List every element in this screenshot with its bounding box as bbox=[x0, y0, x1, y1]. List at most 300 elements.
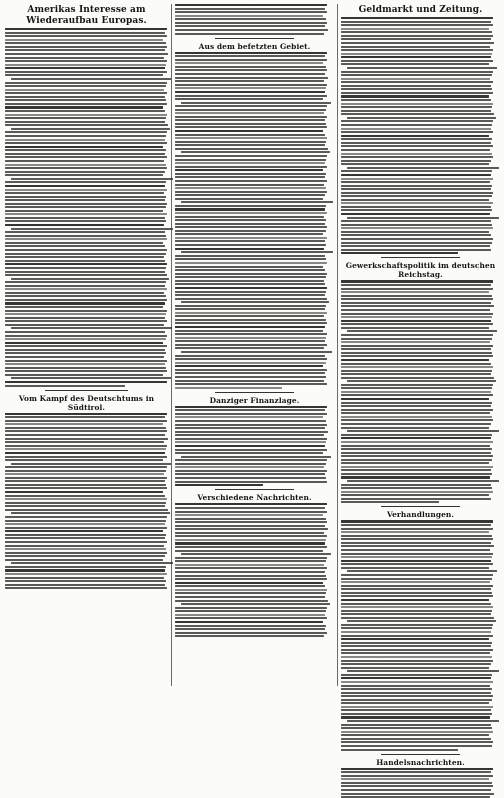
text-line bbox=[175, 84, 327, 86]
text-line bbox=[175, 578, 327, 580]
text-line bbox=[341, 727, 492, 729]
text-line bbox=[341, 749, 458, 751]
text-line bbox=[341, 42, 494, 44]
text-line bbox=[341, 782, 492, 784]
text-line bbox=[5, 117, 166, 119]
text-line bbox=[341, 359, 489, 361]
text-line bbox=[341, 280, 493, 282]
text-line bbox=[341, 738, 491, 740]
column-1 bbox=[5, 4, 172, 686]
text-line bbox=[175, 319, 326, 321]
text-line bbox=[347, 620, 496, 622]
text-line bbox=[341, 213, 490, 215]
text-line bbox=[5, 39, 163, 41]
text-line bbox=[175, 212, 327, 214]
text-line bbox=[341, 156, 493, 158]
text-line bbox=[5, 92, 167, 94]
text-line bbox=[341, 131, 493, 133]
text-line bbox=[175, 614, 325, 616]
text-line bbox=[341, 688, 492, 690]
text-line bbox=[5, 559, 163, 561]
text-line bbox=[341, 231, 489, 233]
text-line bbox=[181, 301, 329, 303]
text-line bbox=[175, 4, 327, 6]
text-line bbox=[341, 120, 493, 122]
text-line bbox=[5, 74, 163, 76]
text-line bbox=[5, 49, 165, 51]
text-line bbox=[175, 305, 326, 307]
text-line bbox=[341, 234, 491, 236]
text-line bbox=[341, 578, 492, 580]
text-line bbox=[175, 525, 325, 527]
text-line bbox=[5, 192, 164, 194]
text-line bbox=[5, 96, 165, 98]
text-line bbox=[175, 298, 327, 300]
text-line bbox=[341, 170, 492, 172]
text-line bbox=[5, 459, 163, 461]
text-line bbox=[5, 82, 167, 84]
text-line bbox=[347, 430, 499, 432]
section-divider bbox=[215, 38, 294, 39]
text-line bbox=[5, 473, 164, 475]
text-line bbox=[341, 224, 492, 226]
section-divider bbox=[215, 392, 294, 393]
article-body bbox=[175, 406, 334, 487]
text-line bbox=[341, 348, 491, 350]
text-line bbox=[175, 226, 327, 228]
text-line bbox=[5, 320, 167, 322]
text-line bbox=[5, 224, 164, 226]
text-line bbox=[5, 552, 167, 554]
text-line bbox=[341, 494, 489, 496]
text-line bbox=[341, 412, 490, 414]
text-line bbox=[341, 702, 489, 704]
text-line bbox=[341, 17, 493, 19]
text-line bbox=[175, 95, 327, 97]
text-line bbox=[5, 555, 165, 557]
text-line bbox=[5, 335, 167, 337]
text-line bbox=[5, 210, 163, 212]
article-headline: Gewerkschaftspolitik im deutschen Reichstag. bbox=[345, 261, 496, 280]
text-line bbox=[341, 78, 490, 80]
text-line bbox=[175, 119, 325, 121]
text-line bbox=[175, 126, 327, 128]
text-line bbox=[175, 470, 327, 472]
text-line bbox=[341, 793, 494, 795]
text-line bbox=[341, 46, 490, 48]
text-line bbox=[341, 775, 493, 777]
text-line bbox=[341, 660, 493, 662]
text-line bbox=[341, 487, 492, 489]
text-line bbox=[341, 149, 490, 151]
text-line bbox=[175, 22, 327, 24]
article-body bbox=[341, 280, 500, 503]
text-line bbox=[5, 470, 166, 472]
text-line bbox=[5, 28, 167, 30]
text-line bbox=[341, 656, 492, 658]
text-line bbox=[341, 452, 491, 454]
text-line bbox=[11, 463, 171, 465]
text-line bbox=[175, 191, 327, 193]
text-line bbox=[5, 541, 167, 543]
text-line bbox=[341, 613, 491, 615]
text-line bbox=[175, 287, 327, 289]
text-line bbox=[175, 600, 328, 602]
text-line bbox=[175, 380, 324, 382]
text-line bbox=[341, 60, 493, 62]
text-line bbox=[5, 260, 165, 262]
text-line bbox=[5, 253, 166, 255]
text-line bbox=[5, 310, 167, 312]
text-line bbox=[175, 518, 326, 520]
text-line bbox=[175, 180, 327, 182]
text-line bbox=[175, 237, 327, 239]
section-divider bbox=[45, 390, 128, 391]
text-line bbox=[5, 106, 163, 108]
text-line bbox=[175, 571, 325, 573]
text-line bbox=[5, 42, 166, 44]
text-line bbox=[5, 245, 165, 247]
text-line bbox=[5, 171, 165, 173]
text-line bbox=[5, 217, 165, 219]
text-line bbox=[181, 553, 331, 555]
text-line bbox=[341, 320, 491, 322]
text-line bbox=[341, 617, 494, 619]
text-line bbox=[175, 116, 327, 118]
text-line bbox=[347, 330, 497, 332]
text-line bbox=[5, 103, 167, 105]
text-line bbox=[175, 205, 326, 207]
text-line bbox=[175, 365, 323, 367]
article-headline: Vom Kampf des Deutschtums in Südtirol. bbox=[18, 393, 155, 412]
text-line bbox=[341, 373, 491, 375]
text-line bbox=[175, 248, 324, 250]
section-divider bbox=[381, 754, 460, 755]
text-line bbox=[341, 677, 491, 679]
text-line bbox=[5, 427, 166, 429]
text-line bbox=[5, 338, 166, 340]
text-line bbox=[175, 358, 327, 360]
text-line bbox=[5, 295, 166, 297]
text-line bbox=[341, 313, 493, 315]
column-3 bbox=[341, 4, 503, 767]
article-body bbox=[5, 28, 168, 387]
text-line bbox=[175, 109, 326, 111]
text-line bbox=[341, 291, 489, 293]
text-line bbox=[341, 209, 492, 211]
text-line bbox=[341, 459, 492, 461]
text-line bbox=[341, 631, 491, 633]
text-line bbox=[175, 459, 327, 461]
text-line bbox=[341, 473, 492, 475]
text-line bbox=[5, 545, 164, 547]
text-line bbox=[11, 128, 170, 130]
text-line bbox=[5, 263, 167, 265]
text-line bbox=[5, 181, 166, 183]
text-line bbox=[5, 505, 165, 507]
text-line bbox=[175, 187, 326, 189]
text-line bbox=[5, 46, 167, 48]
text-line bbox=[175, 330, 323, 332]
text-line bbox=[175, 18, 326, 20]
text-line bbox=[5, 71, 167, 73]
text-line bbox=[5, 174, 163, 176]
text-line bbox=[341, 549, 490, 551]
text-line bbox=[341, 309, 490, 311]
text-line bbox=[175, 409, 325, 411]
text-line bbox=[341, 377, 494, 379]
text-line bbox=[175, 137, 327, 139]
text-line bbox=[5, 491, 163, 493]
text-line bbox=[341, 627, 492, 629]
text-line bbox=[5, 352, 166, 354]
text-line bbox=[341, 295, 492, 297]
text-line bbox=[341, 192, 493, 194]
text-line bbox=[5, 317, 165, 319]
text-line bbox=[175, 66, 326, 68]
text-line bbox=[341, 581, 490, 583]
text-line bbox=[341, 706, 493, 708]
text-line bbox=[5, 527, 167, 529]
text-line bbox=[175, 406, 327, 408]
article-body bbox=[5, 413, 168, 590]
text-line bbox=[341, 95, 489, 97]
text-line bbox=[175, 347, 324, 349]
text-line bbox=[341, 145, 493, 147]
text-line bbox=[5, 356, 164, 358]
text-line bbox=[175, 98, 323, 100]
text-line bbox=[5, 203, 167, 205]
text-line bbox=[341, 649, 493, 651]
text-line bbox=[341, 466, 493, 468]
text-line bbox=[341, 469, 491, 471]
text-line bbox=[341, 370, 492, 372]
text-line bbox=[341, 524, 491, 526]
text-line bbox=[341, 113, 494, 115]
text-line bbox=[341, 352, 492, 354]
text-line bbox=[341, 28, 489, 30]
text-line bbox=[175, 560, 326, 562]
text-line bbox=[175, 592, 326, 594]
text-line bbox=[341, 409, 493, 411]
text-line bbox=[341, 567, 489, 569]
text-line bbox=[175, 628, 325, 630]
text-line bbox=[341, 520, 493, 522]
text-line bbox=[347, 167, 499, 169]
text-line bbox=[175, 52, 327, 54]
text-line bbox=[341, 610, 492, 612]
text-line bbox=[341, 785, 493, 787]
text-line bbox=[175, 55, 325, 57]
text-line bbox=[5, 238, 167, 240]
text-line bbox=[181, 603, 330, 605]
text-line bbox=[175, 134, 325, 136]
text-line bbox=[341, 484, 491, 486]
text-line bbox=[341, 153, 492, 155]
text-line bbox=[175, 216, 324, 218]
text-line bbox=[5, 477, 167, 479]
text-line bbox=[175, 387, 282, 389]
text-line bbox=[341, 88, 492, 90]
text-line bbox=[175, 258, 326, 260]
text-line bbox=[175, 198, 323, 200]
text-line bbox=[175, 73, 325, 75]
section-divider bbox=[381, 506, 460, 507]
text-line bbox=[11, 377, 171, 379]
text-line bbox=[341, 394, 493, 396]
text-line bbox=[175, 69, 327, 71]
section-divider bbox=[381, 257, 460, 258]
text-line bbox=[175, 219, 326, 221]
text-line bbox=[5, 420, 167, 422]
text-line bbox=[341, 556, 492, 558]
text-line bbox=[5, 185, 165, 187]
text-line bbox=[341, 53, 492, 55]
text-line bbox=[175, 273, 327, 275]
text-line bbox=[5, 281, 166, 283]
text-line bbox=[341, 771, 491, 773]
text-line bbox=[175, 503, 327, 505]
text-line bbox=[175, 266, 323, 268]
text-line bbox=[5, 456, 167, 458]
text-line bbox=[175, 542, 325, 544]
text-line bbox=[5, 146, 163, 148]
text-line bbox=[347, 570, 497, 572]
text-line bbox=[5, 189, 167, 191]
text-line bbox=[341, 652, 490, 654]
text-line bbox=[341, 185, 492, 187]
text-line bbox=[341, 341, 490, 343]
text-line bbox=[341, 135, 489, 137]
text-line bbox=[341, 663, 491, 665]
text-line bbox=[5, 452, 165, 454]
text-line bbox=[175, 427, 325, 429]
text-line bbox=[5, 199, 165, 201]
text-line bbox=[175, 589, 327, 591]
text-line bbox=[341, 81, 493, 83]
text-line bbox=[5, 484, 166, 486]
text-line bbox=[341, 423, 491, 425]
text-line bbox=[175, 11, 327, 13]
text-line bbox=[5, 85, 166, 87]
text-line bbox=[5, 342, 163, 344]
text-line bbox=[5, 292, 164, 294]
text-line bbox=[175, 376, 326, 378]
text-line bbox=[5, 537, 165, 539]
text-line bbox=[5, 360, 167, 362]
article-body bbox=[175, 52, 334, 389]
text-line bbox=[175, 557, 327, 559]
text-line bbox=[341, 181, 490, 183]
text-line bbox=[175, 369, 327, 371]
text-line bbox=[5, 580, 166, 582]
column-2 bbox=[175, 4, 338, 686]
text-line bbox=[175, 280, 324, 282]
text-line bbox=[341, 685, 490, 687]
text-line bbox=[341, 681, 493, 683]
text-line bbox=[175, 262, 327, 264]
text-line bbox=[175, 449, 327, 451]
text-line bbox=[341, 316, 492, 318]
text-line bbox=[175, 484, 263, 486]
text-line bbox=[341, 202, 493, 204]
text-line bbox=[5, 139, 165, 141]
text-line bbox=[175, 420, 326, 422]
text-line bbox=[175, 141, 326, 143]
text-line bbox=[11, 278, 169, 280]
text-line bbox=[5, 121, 165, 123]
text-line bbox=[11, 327, 172, 329]
text-line bbox=[175, 80, 324, 82]
text-line bbox=[341, 734, 489, 736]
text-line bbox=[341, 441, 493, 443]
text-line bbox=[175, 610, 326, 612]
text-line bbox=[341, 695, 493, 697]
text-line bbox=[175, 194, 325, 196]
text-line bbox=[341, 574, 493, 576]
text-line bbox=[181, 201, 333, 203]
text-line bbox=[341, 85, 491, 87]
text-line bbox=[5, 374, 163, 376]
text-line bbox=[175, 326, 325, 328]
text-line bbox=[175, 184, 324, 186]
article-body bbox=[341, 520, 500, 750]
text-line bbox=[175, 322, 327, 324]
text-line bbox=[175, 223, 325, 225]
text-line bbox=[5, 220, 166, 222]
article-body bbox=[175, 4, 334, 35]
text-line bbox=[5, 367, 166, 369]
text-line bbox=[175, 635, 324, 637]
text-line bbox=[5, 135, 166, 137]
text-line bbox=[341, 445, 490, 447]
text-line bbox=[341, 142, 491, 144]
text-line bbox=[175, 155, 327, 157]
text-line bbox=[5, 149, 166, 151]
text-line bbox=[11, 512, 170, 514]
text-line bbox=[175, 169, 323, 171]
article-body bbox=[341, 17, 500, 254]
text-line bbox=[5, 153, 165, 155]
text-line bbox=[5, 345, 167, 347]
text-line bbox=[341, 531, 489, 533]
text-line bbox=[341, 174, 491, 176]
text-line bbox=[175, 333, 327, 335]
text-line bbox=[341, 778, 489, 780]
text-line bbox=[175, 276, 326, 278]
text-line bbox=[5, 213, 167, 215]
text-line bbox=[341, 416, 492, 418]
text-line bbox=[175, 355, 325, 357]
article-headline: Amerikas Interesse am Wiederaufbau Europas. bbox=[26, 5, 147, 26]
text-line bbox=[181, 151, 330, 153]
text-line bbox=[175, 162, 325, 164]
text-line bbox=[341, 334, 493, 336]
text-line bbox=[341, 667, 489, 669]
text-line bbox=[5, 124, 168, 126]
text-line bbox=[175, 294, 325, 296]
text-line bbox=[5, 57, 164, 59]
text-line bbox=[341, 437, 491, 439]
text-line bbox=[5, 256, 164, 258]
text-line bbox=[5, 235, 166, 237]
text-line bbox=[175, 564, 324, 566]
text-line bbox=[5, 249, 167, 251]
text-line bbox=[5, 573, 167, 575]
text-line bbox=[5, 448, 166, 450]
text-line bbox=[341, 542, 491, 544]
text-line bbox=[175, 59, 327, 61]
